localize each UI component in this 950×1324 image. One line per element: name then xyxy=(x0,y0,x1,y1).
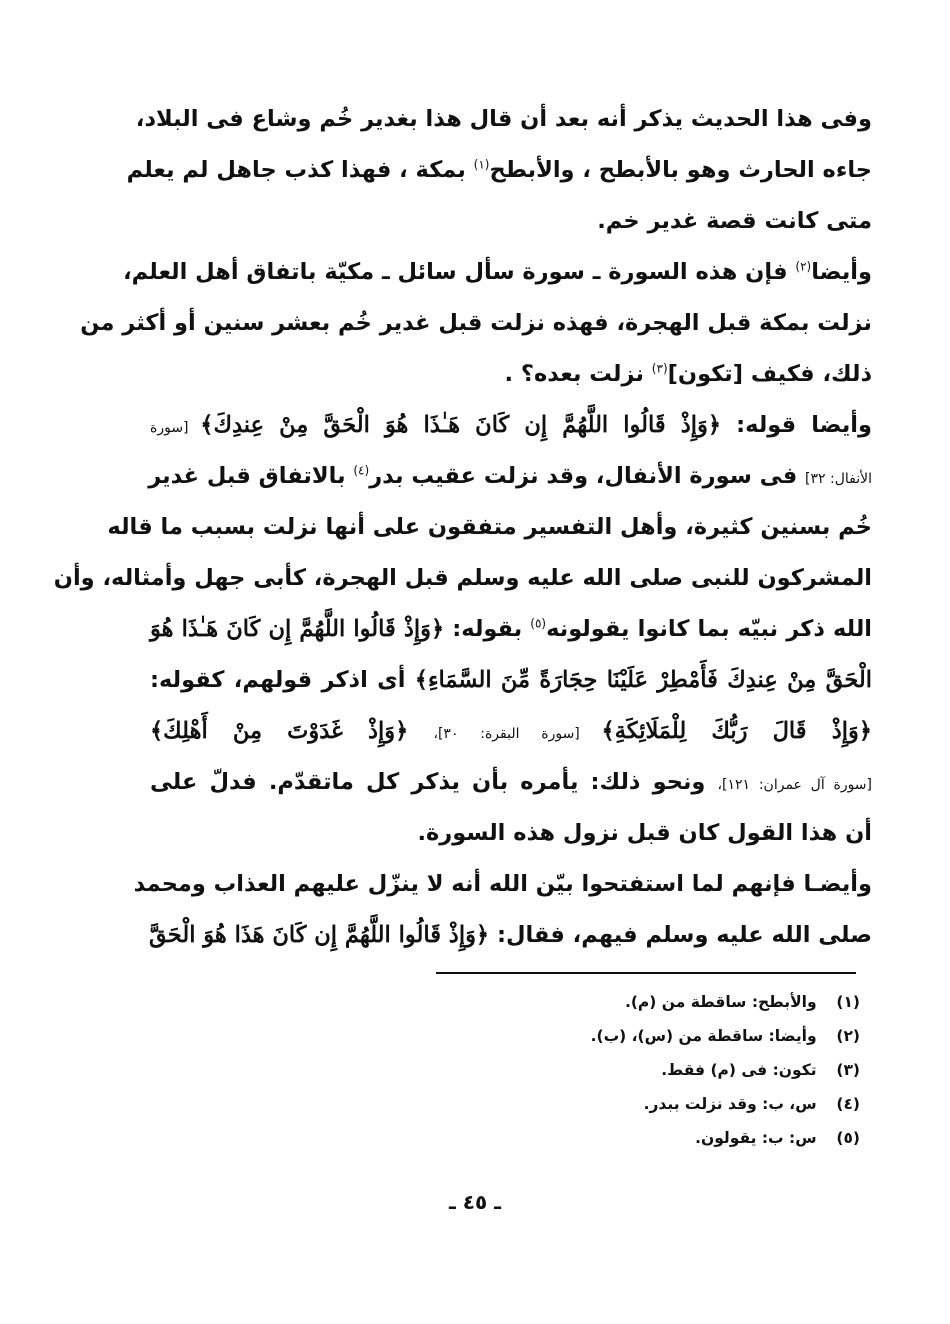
footnote-text: س: ب: يقولون. xyxy=(695,1129,817,1147)
footnote-1 xyxy=(400,985,860,1019)
footnote-marker-1[interactable]: (١) xyxy=(473,157,490,172)
text-line-2: جاءه الحارث وهو بالأبطح ، والأبطح$^{(١)}$ بمكة ، فهذا كذب جاهل لم يعلم xyxy=(126,157,872,183)
footnote-number: (٥) xyxy=(836,1129,860,1147)
footnote-text: تكون: فى (م) فقط. xyxy=(661,1061,817,1079)
footnotes xyxy=(400,985,860,1155)
surah-reference: [سورة آل عمران: ١٢١]، xyxy=(717,777,872,793)
text-line-15: أن هذا القول كان قبل نزول هذه السورة. xyxy=(417,820,872,846)
footnote-text: س، ب: وقد نزلت ببدر. xyxy=(643,1095,817,1113)
footnote-text: والأبطح: ساقطة من (م). xyxy=(624,993,817,1011)
text-line-10: المشركون للنبى صلى الله عليه وسلم قبل الهجرة، كأبى جهل وأمثاله، وأن xyxy=(53,565,872,591)
footnote-marker-4[interactable]: (٤) xyxy=(353,463,370,478)
footnote-number: (٤) xyxy=(836,1095,860,1113)
footnote-divider xyxy=(436,972,856,974)
text-line-5: نزلت بمكة قبل الهجرة، فهذه نزلت قبل غدير خُم بعشر سنين أو أكثر من xyxy=(80,310,872,336)
quran-verse: ﴿وَإِذْ قَالُوا اللَّهُمَّ إِن كَانَ هَـٰذَا هُوَ الْحَقَّ مِنْ عِندِكَ﴾ xyxy=(200,412,722,438)
footnote-number: (١) xyxy=(836,993,860,1011)
footnote-marker-3[interactable]: (٣) xyxy=(651,361,668,376)
footnote-number: (٣) xyxy=(836,1061,860,1079)
text-line-14: [سورة آل عمران: ١٢١]، ونحو ذلك: يأمره بأن يذكر كل ماتقدّم. فدلّ على xyxy=(150,769,872,795)
quran-verse: الْحَقَّ مِنْ عِندِكَ فَأَمْطِرْ عَلَيْنَا حِجَارَةً مِّنَ السَّمَاءِ﴾ xyxy=(414,667,872,693)
footnote-text: وأيضا: ساقطة من (س)، (ب). xyxy=(590,1027,817,1045)
text-line-4: وأيضا$^{(٢)}$ فإن هذه السورة ـ سورة سأل سائل ـ مكيّة باتفاق أهل العلم، xyxy=(123,259,872,285)
text-line-16: وأيضـا فإنهم لما استفتحوا بيّن الله أنه لا ينزّل عليهم العذاب ومحمد xyxy=(133,871,872,897)
footnote-3 xyxy=(400,1053,860,1087)
quran-verse: ﴿وَإِذْ قَالُوا اللَّهُمَّ إِن كَانَ هَـٰذَا هُوَ xyxy=(150,616,445,642)
footnote-number: (٢) xyxy=(836,1027,860,1045)
text-line-8: الأنفال: ٣٢] فى سورة الأنفال، وقد نزلت عقيب بدر$^{(٤)}$ بالاتفاق قبل غدير xyxy=(148,463,872,489)
quran-verse: ﴿وَإِذْ غَدَوْتَ مِنْ أَهْلِكَ﴾ xyxy=(150,718,434,744)
footnote-2 xyxy=(400,1019,860,1053)
text-line-7: وأيضا قوله: ﴿وَإِذْ قَالُوا اللَّهُمَّ إِن كَانَ هَـٰذَا هُوَ الْحَقَّ مِنْ عِندِكَ﴾ [سورة xyxy=(150,412,872,438)
text-line-12: الْحَقَّ مِنْ عِندِكَ فَأَمْطِرْ عَلَيْنَا حِجَارَةً مِّنَ السَّمَاءِ﴾ أى اذكر قولهم، كقوله: xyxy=(150,667,872,693)
text-line-6: ذلك، فكيف [تكون]$^{(٣)}$ نزلت بعده؟ . xyxy=(504,361,872,387)
quran-verse: ﴿وَإِذْ قَالُوا اللَّهُمَّ إِن كَانَ هَذَا هُوَ الْحَقَّ xyxy=(149,922,490,948)
footnote-5 xyxy=(400,1121,860,1155)
text-line-3: متى كانت قصة غدير خم. xyxy=(597,208,872,234)
surah-reference: [سورة xyxy=(150,420,201,436)
footnote-marker-5[interactable]: (٥) xyxy=(530,616,547,631)
text-line-11: الله ذكر نبيّه بما كانوا يقولونه$^{(٥)}$ بقوله: ﴿وَإِذْ قَالُوا اللَّهُمَّ إِن كَانَ هَـٰذَا هُوَ xyxy=(150,616,872,642)
text-line-13 xyxy=(150,706,872,757)
text-line-1: وفى هذا الحديث يذكر أنه بعد أن قال هذا بغدير خُم وشاع فى البلاد، xyxy=(135,106,872,132)
text-line-9: خُم بسنين كثيرة، وأهل التفسير متفقون على أنها نزلت بسبب ما قاله xyxy=(107,514,872,540)
quran-verse: ﴿وَإِذْ قَالَ رَبُّكَ لِلْمَلَائِكَةِ﴾ xyxy=(601,718,873,744)
surah-reference: [سورة البقرة: ٣٠]، xyxy=(433,726,602,742)
footnote-marker-2[interactable]: (٢) xyxy=(795,259,812,274)
text-line-17: صلى الله عليه وسلم فيهم، فقال: ﴿وَإِذْ قَالُوا اللَّهُمَّ إِن كَانَ هَذَا هُوَ الْحَقَّ xyxy=(149,922,872,948)
page-number: ـ ٤٥ ـ xyxy=(448,1190,502,1214)
surah-reference: الأنفال: ٣٢] xyxy=(805,471,872,487)
footnote-4 xyxy=(400,1087,860,1121)
main-text xyxy=(53,94,873,961)
